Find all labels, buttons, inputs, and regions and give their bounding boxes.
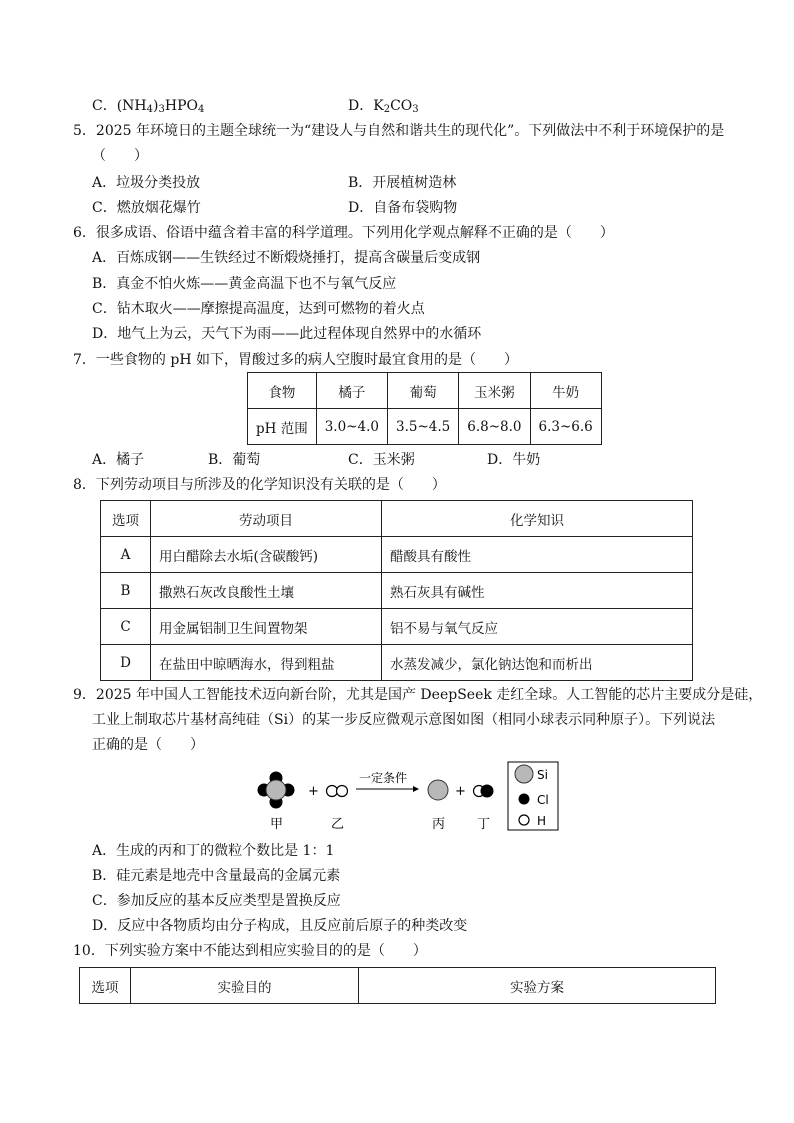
table-header-cell: 实验方案 xyxy=(359,968,716,1004)
q9-option-c: C．参加反应的基本反应类型是置换反应 xyxy=(92,893,341,909)
table-cell: 3.5~4.5 xyxy=(387,409,458,445)
reaction-diagram xyxy=(250,760,560,835)
q7-option-c: C．玉米粥 xyxy=(348,452,415,468)
reactant-jia-molecule xyxy=(258,772,294,808)
h-atom xyxy=(327,786,338,797)
label-yi: 乙 xyxy=(331,817,345,832)
table-cell: 撒熟石灰改良酸性土壤 xyxy=(151,573,382,609)
q7-option-d: D．牛奶 xyxy=(487,452,541,468)
q7-ph-table xyxy=(247,372,602,445)
table-cell: pH 范围 xyxy=(248,409,317,445)
table-cell: 橘子 xyxy=(316,373,387,409)
q5-stem: 5．2025 年环境日的主题全球统一为“建设人与自然和谐共生的现代化”。下列做法中不利于环境保护的是 xyxy=(73,123,725,139)
table-cell: D xyxy=(101,645,151,681)
q9-stem-line1: 9．2025 年中国人工智能技术迈向新台阶，尤其是国产 DeepSeek 走红全球。人工智能的芯片主要成分是硅， xyxy=(73,687,763,703)
q8-stem: 8．下列劳动项目与所涉及的化学知识没有关联的是（ ） xyxy=(73,477,446,493)
q10-stem: 10．下列实验方案中不能达到相应实验目的的是（ ） xyxy=(73,943,427,959)
q6-option-a: A．百炼成钢——生铁经过不断煅烧捶打，提高含碳量后变成钢 xyxy=(92,250,481,266)
table-header-cell: 化学知识 xyxy=(382,501,693,537)
table-cell: 水蒸发减少，氯化钠达饱和而析出 xyxy=(382,645,693,681)
q9-stem-line2: 工业上制取芯片基材高纯硅（Si）的某一步反应微观示意图如图（相同小球表示同种原子）。下列说法 xyxy=(92,712,716,728)
legend-cl-atom xyxy=(519,794,530,805)
reactant-yi-molecule xyxy=(327,786,348,797)
legend-h-atom xyxy=(519,815,529,825)
q6-option-d: D．地气上为云，天气下为雨——此过程体现自然界中的水循环 xyxy=(92,326,482,342)
q5-option-c: C．燃放烟花爆竹 xyxy=(92,200,201,216)
legend-si-atom xyxy=(515,765,533,783)
table-cell: 牛奶 xyxy=(530,373,601,409)
table-cell: 用白醋除去水垢(含碳酸钙) xyxy=(151,537,382,573)
table-row xyxy=(101,645,693,681)
q9-stem-line3: 正确的是（ ） xyxy=(92,737,204,753)
h-atom xyxy=(337,786,348,797)
product-bing-si-atom xyxy=(428,780,448,800)
legend-si-label: Si xyxy=(537,768,548,782)
plus-sign: + xyxy=(455,784,466,799)
table-row xyxy=(101,609,693,645)
label-jia: 甲 xyxy=(270,817,284,832)
table-cell: 玉米粥 xyxy=(459,373,530,409)
atom-legend xyxy=(508,762,558,830)
legend-cl-label: Cl xyxy=(537,793,549,807)
label-ding: 丁 xyxy=(477,817,491,832)
si-atom xyxy=(266,780,286,800)
plus-sign: + xyxy=(308,784,319,799)
q9-option-b: B．硅元素是地壳中含量最高的金属元素 xyxy=(92,868,341,884)
q6-option-b: B．真金不怕火炼——黄金高温下也不与氧气反应 xyxy=(92,276,397,292)
table-cell: 熟石灰具有碱性 xyxy=(382,573,693,609)
table-cell: 葡萄 xyxy=(387,373,458,409)
product-ding-molecule xyxy=(474,785,494,797)
legend-h-label: H xyxy=(537,814,547,828)
table-row xyxy=(101,573,693,609)
table-cell: C xyxy=(101,609,151,645)
table-row xyxy=(80,968,716,1004)
q4-option-c: C．$(NH_4)_3HPO_4$ xyxy=(92,98,205,115)
table-row xyxy=(101,501,693,537)
table-row xyxy=(248,409,602,445)
q7-option-b: B．葡萄 xyxy=(208,452,261,468)
table-header-cell: 劳动项目 xyxy=(151,501,382,537)
table-header-cell: 选项 xyxy=(80,968,131,1004)
q7-stem: 7．一些食物的 pH 如下，胃酸过多的病人空腹时最宜食用的是（ ） xyxy=(73,352,518,368)
table-row xyxy=(101,537,693,573)
q7-option-a: A．橘子 xyxy=(92,452,145,468)
arrow-head-icon xyxy=(413,786,419,792)
table-header-cell: 实验目的 xyxy=(131,968,359,1004)
q5-option-d: D．自备布袋购物 xyxy=(348,200,458,216)
q9-option-d: D．反应中各物质均由分子构成，且反应前后原子的种类改变 xyxy=(92,918,468,934)
q4-option-d: D．$K_2CO_3$ xyxy=(348,98,419,115)
q6-option-c: C．钻木取火——摩擦提高温度，达到可燃物的着火点 xyxy=(92,301,425,317)
table-cell: B xyxy=(101,573,151,609)
reaction-condition: 一定条件 xyxy=(359,771,408,785)
table-cell: 用金属铝制卫生间置物架 xyxy=(151,609,382,645)
table-cell: 铝不易与氧气反应 xyxy=(382,609,693,645)
table-row xyxy=(248,373,602,409)
table-cell: 6.8~8.0 xyxy=(459,409,530,445)
q10-table xyxy=(79,967,716,1004)
label-bing: 丙 xyxy=(432,817,446,832)
table-cell: 醋酸具有酸性 xyxy=(382,537,693,573)
table-header-cell: 选项 xyxy=(101,501,151,537)
table-cell: 食物 xyxy=(248,373,317,409)
table-cell: 6.3~6.6 xyxy=(530,409,601,445)
table-cell: 3.0~4.0 xyxy=(316,409,387,445)
q9-option-a: A．生成的丙和丁的微粒个数比是 1：1 xyxy=(92,843,335,859)
q5-answer-paren: （ ） xyxy=(92,148,148,164)
table-cell: 在盐田中晾晒海水，得到粗盐 xyxy=(151,645,382,681)
q6-stem: 6．很多成语、俗语中蕴含着丰富的科学道理。下列用化学观点解释不正确的是（ ） xyxy=(73,225,614,241)
table-cell: A xyxy=(101,537,151,573)
q5-option-b: B．开展植树造林 xyxy=(348,175,457,191)
q8-table xyxy=(100,500,693,681)
q5-option-a: A．垃圾分类投放 xyxy=(92,175,201,191)
cl-atom xyxy=(481,785,493,797)
